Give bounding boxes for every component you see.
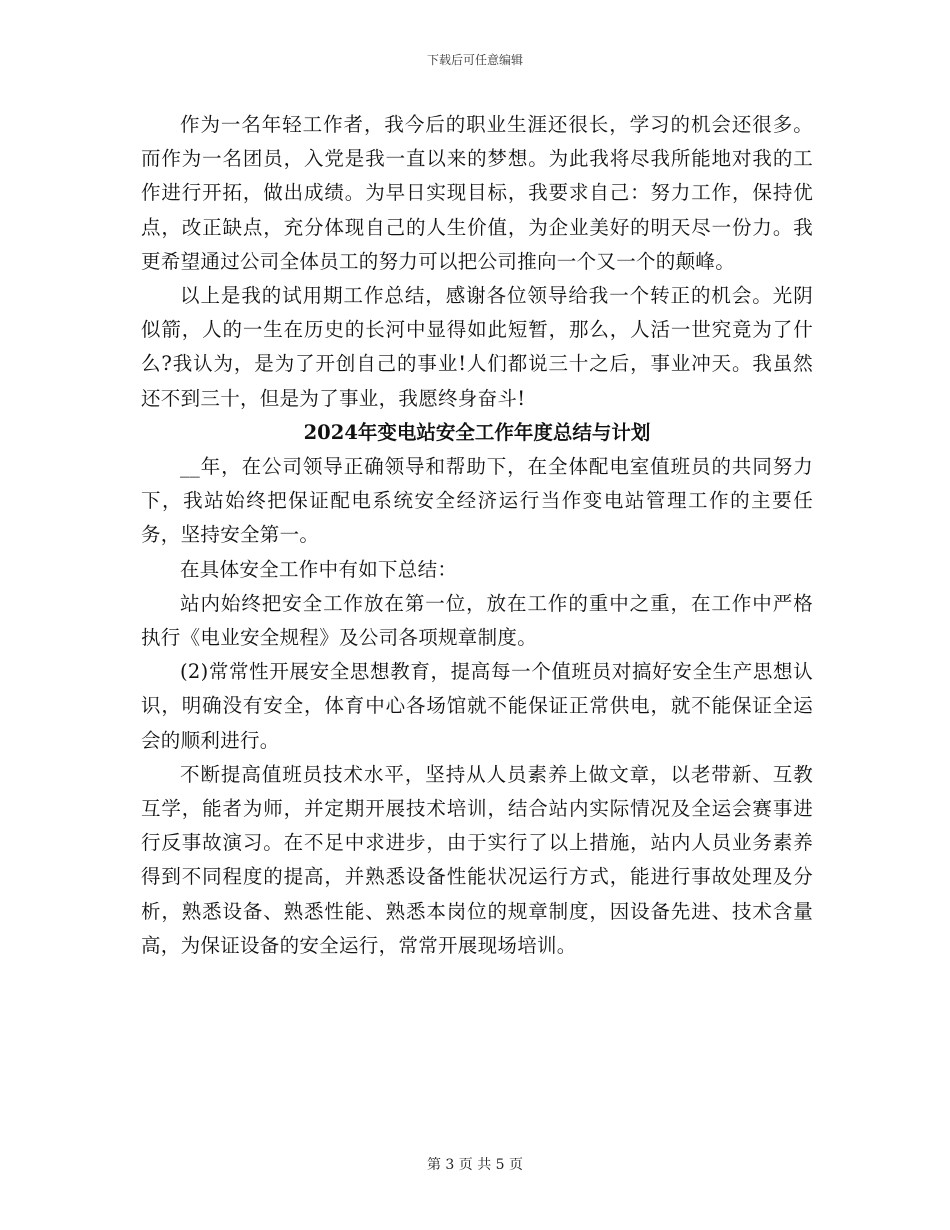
paragraph: 站内始终把安全工作放在第一位，放在工作的重中之重，在工作中严格执行《电业安全规程》及公司各项规章制度。 [141,591,813,650]
paragraph: __年，在公司领导正确领导和帮助下，在全体配电室值班员的共同努力下，我站始终把保证配电系统安全经济运行当作变电站管理工作的主要任务，坚持安全第一。 [141,455,813,547]
paragraph: 不断提高值班员技术水平，坚持从人员素养上做文章，以老带新、互教互学，能者为师，并定期开展技术培训，结合站内实际情况及全运会赛事进行反事故演习。在不足中求进步，由于实行了以上措施，站内人员业务素养得到不同程度的提高，并熟悉设备性能状况运行方式，能进行事故处理及分析，熟悉设备、熟悉性能、熟悉本岗位的规章制度，因设备先进、技术含量高，为保证设备的安全运行，常常开展现场培训。 [141,762,813,957]
paragraph: 在具体安全工作中有如下总结： [180,557,458,581]
section-title: 2024年变电站安全工作年度总结与计划 [303,420,651,444]
paragraph: 以上是我的试用期工作总结，感谢各位领导给我一个转正的机会。光阴似箭，人的一生在历史的长河中显得如此短暂，那么，人活一世究竟为了什么?我认为，是为了开创自己的事业!人们都说三十之后，事业冲天。我虽然还不到三十，但是为了事业，我愿终身奋斗! [141,284,813,410]
paragraph: (2)常常性开展安全思想教育，提高每一个值班员对搞好安全生产思想认识，明确没有安全，体育中心各场馆就不能保证正常供电，就不能保证全运会的顺利进行。 [141,660,813,752]
page-header: 下载后可任意编辑 [426,53,523,67]
document-body [141,108,813,963]
page-footer: 第 3 页 共 5 页 [426,1157,524,1173]
paragraph: 作为一名年轻工作者，我今后的职业生涯还很长，学习的机会还很多。而作为一名团员，入党是我一直以来的梦想。为此我将尽我所能地对我的工作进行开拓，做出成绩。为早日实现目标，我要求自己：努力工作，保持优点，改正缺点，充分体现自己的人生价值，为企业美好的明天尽一份力。我更希望通过公司全体员工的努力可以把公司推向一个又一个的颠峰。 [141,113,813,273]
